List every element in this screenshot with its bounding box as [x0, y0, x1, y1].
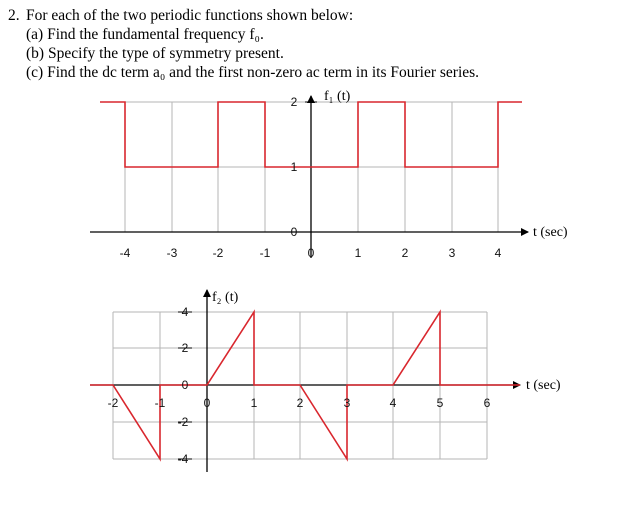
graph1-y-tick: 2 — [290, 95, 298, 109]
graph1-x-axis-label: t (sec) — [533, 225, 568, 240]
graph2-x-tick: 1 — [250, 396, 258, 410]
graph2-y-tick: 0 — [181, 378, 189, 392]
graph2-x-tick: 3 — [343, 396, 351, 410]
graph1-x-tick: 4 — [494, 246, 502, 260]
graph2-x-tick: 4 — [389, 396, 397, 410]
graph1-x-tick: 1 — [354, 246, 362, 260]
graph1-x-tick: 2 — [401, 246, 409, 260]
question-part-a: (a) Find the fundamental frequency f₀. — [26, 26, 264, 43]
graph1-x-tick: -1 — [259, 246, 271, 260]
graph2-y-tick: -2 — [177, 415, 189, 429]
graph1 — [90, 89, 568, 260]
graph2-x-tick: 0 — [203, 396, 211, 410]
graph1-x-tick: -4 — [119, 246, 131, 260]
graph2-x-axis-label: t (sec) — [526, 378, 561, 393]
graph2-function-label: f₂ (t) — [212, 290, 239, 305]
question-number: 2. — [8, 7, 20, 24]
graph1-y-tick: 1 — [290, 160, 298, 174]
graph1-x-tick: 0 — [307, 246, 315, 260]
question-text: For each of the two periodic functions shown below: — [26, 7, 354, 24]
graph2 — [90, 290, 561, 472]
graph2-x-tick-labels — [108, 396, 491, 410]
graph1-y-tick: 0 — [290, 225, 298, 239]
graph1-x-tick-labels — [120, 246, 502, 260]
graph2-y-tick: -4 — [177, 452, 189, 466]
graph2-x-tick: 2 — [296, 396, 304, 410]
graph1-x-tick: -3 — [166, 246, 178, 260]
graph1-x-tick: -2 — [212, 246, 224, 260]
graph1-y-tick-labels — [291, 95, 298, 239]
graph2-x-tick: -2 — [107, 396, 119, 410]
graph2-x-tick: -1 — [154, 396, 166, 410]
graph2-x-tick: 5 — [436, 396, 444, 410]
graph2-y-tick: 4 — [181, 305, 189, 319]
graph1-x-tick: 3 — [448, 246, 456, 260]
graph2-y-tick: 2 — [181, 341, 189, 355]
graph1-function-label: f₁ (t) — [324, 89, 351, 104]
question-part-c: (c) Find the dc term a₀ and the first non-zero ac term in its Fourier series. — [26, 64, 480, 81]
graph2-x-tick: 6 — [483, 396, 491, 410]
question-part-b: (b) Specify the type of symmetry present. — [26, 45, 284, 62]
